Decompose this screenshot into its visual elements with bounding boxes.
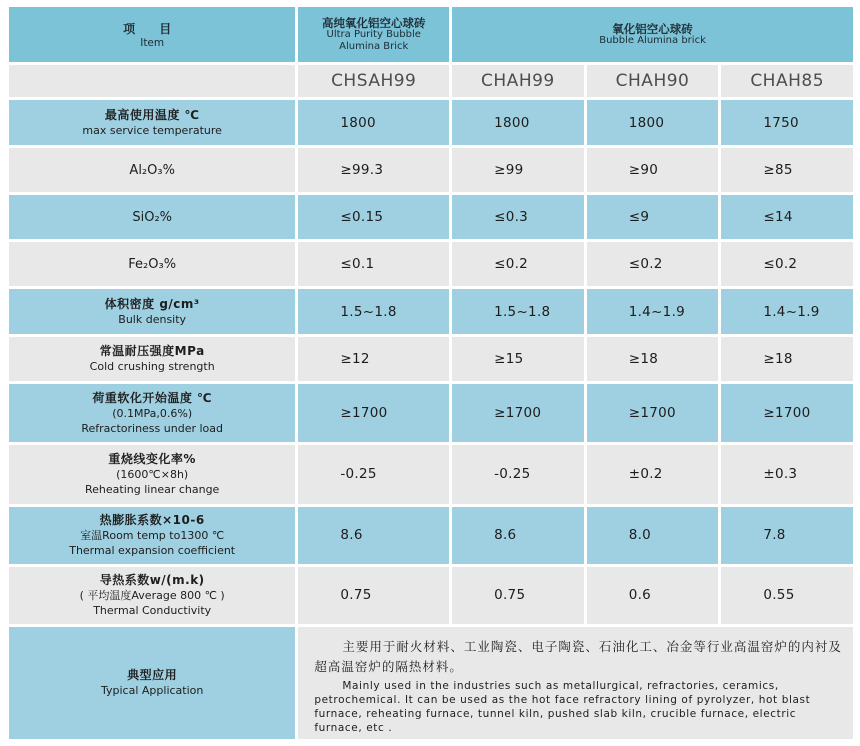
value-cell: 8.6	[298, 507, 449, 564]
table-row	[9, 567, 853, 624]
value-cell: ≥90	[587, 148, 719, 192]
application-label-en: Typical Application	[101, 683, 204, 697]
value-cell: ≥15	[452, 337, 584, 381]
application-text-zh: 主要用于耐火材料、工业陶瓷、电子陶瓷、石油化工、冶金等行业高温窑炉的内衬及超高温窑炉的隔热材料。	[314, 638, 842, 674]
property-label-line: ( 平均温度Average 800 ℃ )	[79, 588, 225, 602]
value-cell: ≥85	[721, 148, 853, 192]
value-cell: 8.0	[587, 507, 719, 564]
value-cell: ≥1700	[721, 384, 853, 441]
property-label-line: 荷重软化开始温度 ℃	[92, 390, 213, 405]
value-cell: 0.75	[452, 567, 584, 624]
property-label-line: Cold crushing strength	[89, 360, 215, 374]
property-label-line: 重烧线变化率%	[108, 451, 196, 466]
header-group2-en: Bubble Alumina brick	[599, 34, 706, 46]
value-cell: ≥18	[587, 337, 719, 381]
product-code: CHAH99	[452, 65, 584, 97]
value-cell: 1.4~1.9	[587, 289, 719, 334]
property-label-cell	[9, 100, 295, 145]
value-cell: ≤0.2	[587, 242, 719, 286]
property-label-line: Thermal Conductivity	[93, 603, 212, 617]
property-label-line: (1600℃×8h)	[116, 467, 189, 481]
table-row	[9, 242, 853, 286]
property-label-cell	[9, 384, 295, 441]
property-label-cell	[9, 445, 295, 504]
value-cell: ≤14	[721, 195, 853, 239]
value-cell: 1800	[298, 100, 449, 145]
property-label-cell	[9, 337, 295, 381]
value-cell: 1.5~1.8	[298, 289, 449, 334]
property-label-cell	[9, 195, 295, 239]
header-bubble-alumina-group	[452, 7, 853, 62]
property-label-line: Thermal expansion coefficient	[69, 543, 236, 557]
value-cell: ≤0.15	[298, 195, 449, 239]
property-label-cell	[9, 148, 295, 192]
value-cell: ≤0.2	[452, 242, 584, 286]
value-cell: -0.25	[452, 445, 584, 504]
header-item-zh: 项 目	[123, 22, 182, 37]
value-cell: ≤0.2	[721, 242, 853, 286]
property-label-line: SiO₂%	[132, 209, 173, 225]
property-label-line: Bulk density	[118, 312, 187, 326]
application-text-en: Mainly used in the industries such as metallurgical, refractories, ceramics, petrochemical. It can be used as the hot face refractory lining of pyrolyzer, hot blast furnace, reheating furnace, tunnel kiln, pushed slab kiln, crucible furnace, electric furnace, etc .	[314, 679, 811, 734]
value-cell: ≤9	[587, 195, 719, 239]
table-row	[9, 445, 853, 504]
value-cell: ≤0.1	[298, 242, 449, 286]
value-cell: ≥18	[721, 337, 853, 381]
value-cell: ±0.3	[721, 445, 853, 504]
value-cell: 8.6	[452, 507, 584, 564]
property-label-line: 导热系数w/(m.k)	[99, 572, 205, 587]
value-cell: ≥1700	[452, 384, 584, 441]
application-row	[9, 627, 853, 739]
property-label-cell	[9, 242, 295, 286]
table-row	[9, 384, 853, 441]
value-cell: ≥12	[298, 337, 449, 381]
property-label-line: Refractoriness under load	[81, 421, 223, 435]
value-cell: -0.25	[298, 445, 449, 504]
property-label-line: 热膨胀系数×10-6	[99, 512, 205, 527]
property-label-cell	[9, 507, 295, 564]
product-code: CHAH85	[721, 65, 853, 97]
header-item-en: Item	[140, 37, 165, 50]
value-cell: 1800	[587, 100, 719, 145]
property-label-line: 室温Room temp to1300 ℃	[80, 528, 225, 542]
property-label-line: 常温耐压强度MPa	[99, 344, 205, 359]
property-label-line: Al₂O₃%	[129, 162, 175, 178]
header-ultra-purity-group	[298, 7, 449, 62]
property-label-line: 体积密度 g/cm³	[104, 296, 200, 311]
code-row-blank	[9, 65, 295, 97]
header-group1-en1: Ultra Purity Bubble	[326, 28, 421, 40]
value-cell: 1750	[721, 100, 853, 145]
property-label-cell	[9, 289, 295, 334]
header-group1-zh: 高纯氧化铝空心球砖	[321, 15, 426, 30]
application-label-cell	[9, 627, 295, 739]
value-cell: 0.55	[721, 567, 853, 624]
property-label-line: max service temperature	[82, 123, 222, 137]
table-row	[9, 289, 853, 334]
header-item-cell	[9, 7, 295, 62]
product-code: CHAH90	[587, 65, 719, 97]
value-cell: 1800	[452, 100, 584, 145]
value-cell: ≥1700	[298, 384, 449, 441]
value-cell: 1.5~1.8	[452, 289, 584, 334]
value-cell: ≥99.3	[298, 148, 449, 192]
value-cell: 7.8	[721, 507, 853, 564]
application-label-zh: 典型应用	[127, 667, 178, 682]
table-row	[9, 337, 853, 381]
value-cell: 0.75	[298, 567, 449, 624]
value-cell: 0.6	[587, 567, 719, 624]
table-row	[9, 100, 853, 145]
header-group2-zh: 氧化铝空心球砖	[612, 21, 693, 36]
property-label-cell	[9, 567, 295, 624]
table-row	[9, 507, 853, 564]
value-cell: ≥1700	[587, 384, 719, 441]
value-cell: ≥99	[452, 148, 584, 192]
value-cell: ±0.2	[587, 445, 719, 504]
header-group1-en2: Alumina Brick	[339, 40, 409, 52]
application-text-cell	[298, 627, 853, 739]
property-label-line: Fe₂O₃%	[128, 256, 177, 272]
product-code: CHSAH99	[298, 65, 449, 97]
property-label-line: (0.1MPa,0.6%)	[112, 406, 193, 420]
spec-table	[6, 4, 856, 742]
value-cell: ≤0.3	[452, 195, 584, 239]
property-label-line: 最高使用温度 ℃	[104, 107, 200, 122]
value-cell: 1.4~1.9	[721, 289, 853, 334]
table-row	[9, 195, 853, 239]
table-row	[9, 148, 853, 192]
property-label-line: Reheating linear change	[85, 482, 220, 496]
